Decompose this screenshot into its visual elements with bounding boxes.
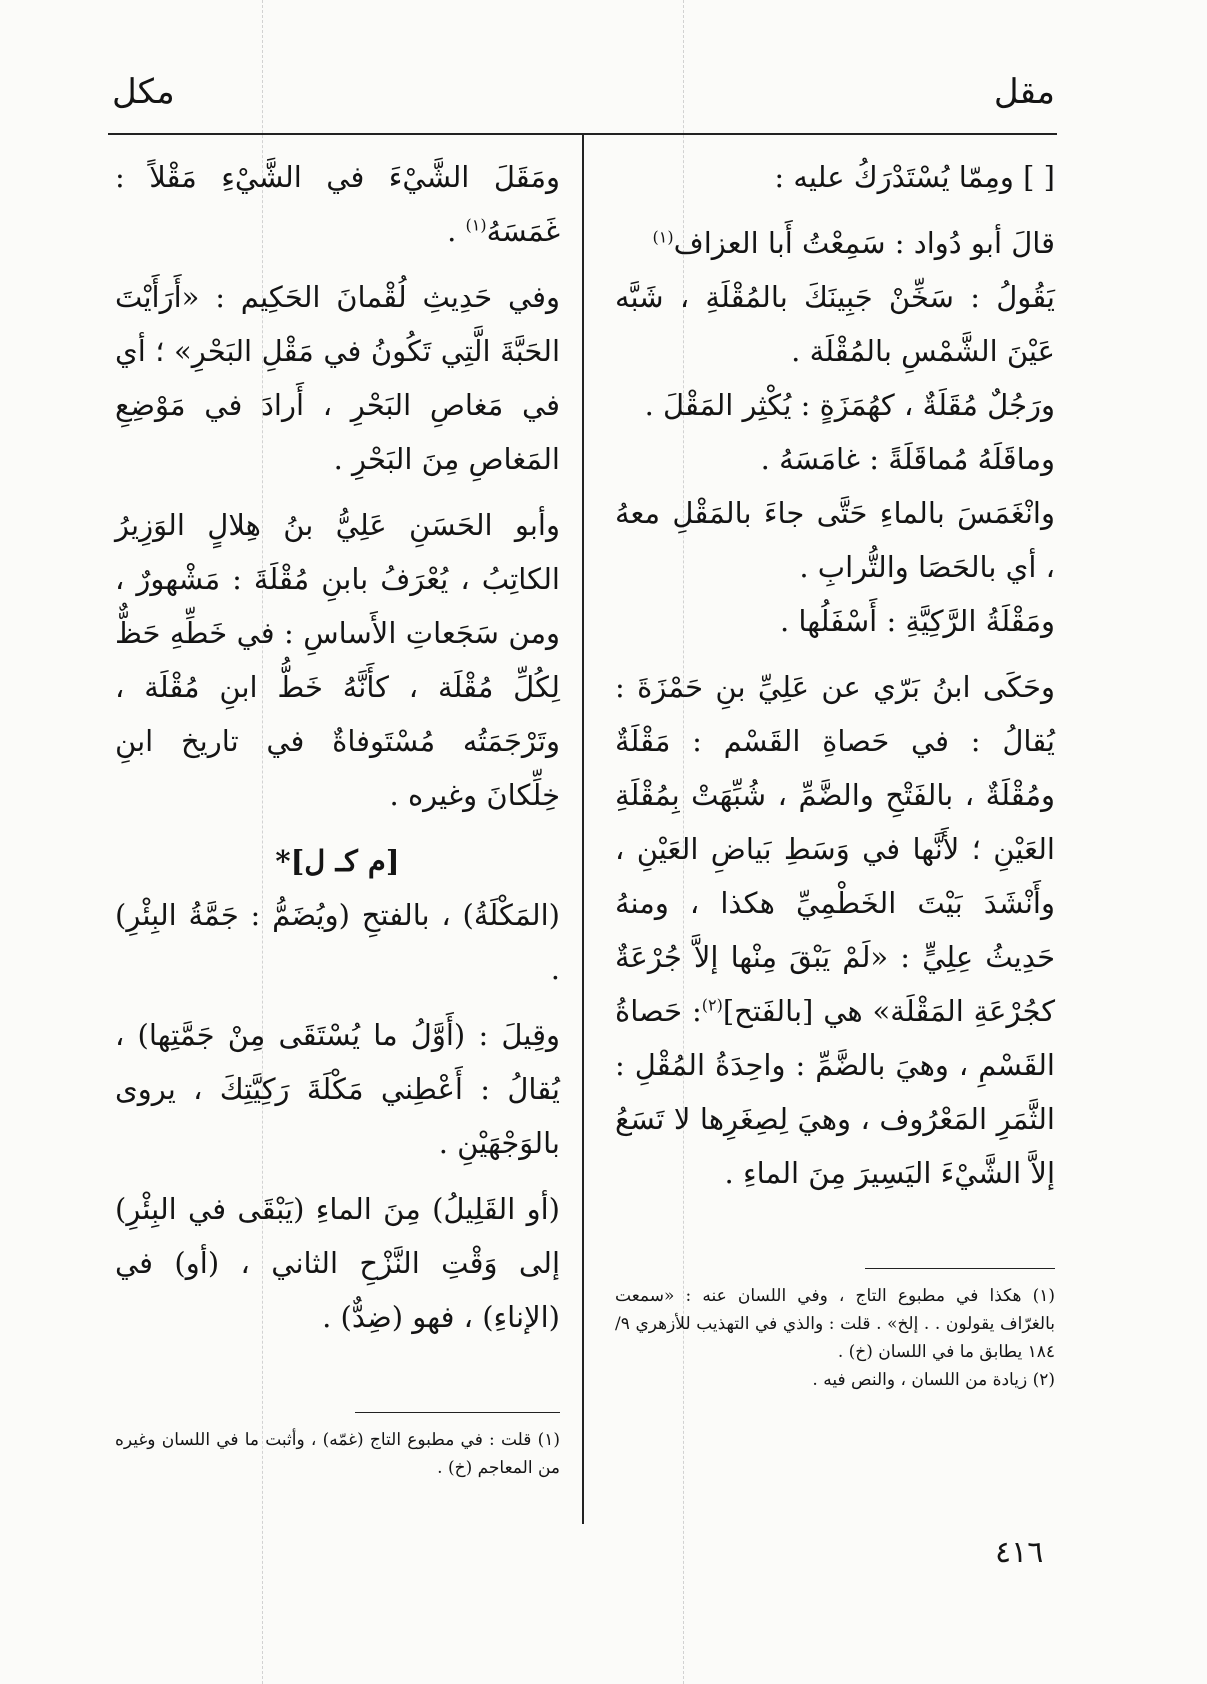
footnote-rule	[355, 1412, 560, 1413]
entry-heading: [م كـ ل]*	[275, 844, 400, 878]
paragraph: وقِيلَ : (أَوَّلُ ما يُسْتَقَى مِنْ جَمَّتِها) ، يُقالُ : أَعْطِني مَكْلَةَ رَكِيَّتِكَ ، يروى بالوَجْهَيْنِ .	[115, 1018, 560, 1160]
paragraph: يَقُولُ : سَخِّنْ جَبِينَكَ بالمُقْلَةِ ، شَبَّه عَيْنَ الشَّمْسِ بالمُقْلَة .	[615, 280, 1055, 368]
paragraph	[615, 216, 1055, 270]
footnotes-left	[115, 1426, 560, 1482]
paragraph: (المَكْلَةُ) ، بالفتحِ (ويُضَمُّ : جَمَّةُ البِئْرِ) .	[115, 898, 560, 986]
paragraph: ومَقْلَةُ الرَّكِيَّةِ : أَسْفَلُها .	[779, 604, 1055, 638]
page-number: ٤١٦	[995, 1535, 1044, 1570]
footnote: (١) هكذا في مطبوع التاج ، وفي اللسان عنه : «سمعت بالغرّاف يقولون . . إلخ» . قلت : والذي في التهذيب للأزهري ٩/ ١٨٤ يطابق ما في اللسان (خ) .	[615, 1286, 1055, 1362]
paragraph-text: قالَ أبو دُواد : سَمِعْتُ أَبا العزاف	[673, 226, 1055, 260]
footnotes-right	[615, 1282, 1055, 1394]
paragraph-text: وحَكَى ابنُ بَرّي عن عَلِيِّ بنِ حَمْزَةَ : يُقالُ : في حَصاةِ القَسْم : مَقْلَةٌ ومُقْلَةٌ ، بالفَتْحِ والضَّمِّ ، شُبِّهَتْ بِمُقْلَةِ العَيْنِ ؛ لأَنَّها في وَسَطِ بَياضِ العَيْنِ ، وأَنْشَدَ بَيْتَ الخَطْمِيِّ هكذا ، ومنهُ حَدِيثُ عِلِيٍّ : «لَمْ يَبْقَ مِنْها إلاَّ جُرْعَةٌ كجُرْعَةِ المَقْلَة» هي [بالفَتح]	[615, 670, 1056, 1028]
paragraph: وماقَلَهُ مُماقَلَةً : غامَسَهُ .	[760, 442, 1055, 476]
paragraph: ورَجُلٌ مُقَلَةٌ ، كهُمَزَةٍ : يُكْثِر المَقْلَ .	[644, 388, 1055, 422]
paragraph: وانْغَمَسَ بالماءِ حَتَّى جاءَ بالمَقْلِ معهُ ، أي بالحَصَا والتُّرابِ .	[615, 496, 1055, 584]
paragraph	[615, 660, 1055, 1200]
paragraph: وفي حَدِيثِ لُقْمانَ الحَكِيم : «أَرَأَيْتَ الحَبَّةَ الَّتِي تَكُونُ في مَقْلِ البَحْرِ» ؛ أي في مَغاصِ البَحْرِ ، أَرادَ في مَوْضِعِ المَغاصِ مِنَ البَحْرِ .	[115, 280, 560, 476]
note-mark: (١)	[465, 215, 487, 235]
right-column	[615, 150, 1055, 1200]
paragraph-text: ومَقَلَ الشَّيْءَ في الشَّيْءِ مَقْلاً : غَمَسَهُ	[115, 160, 560, 248]
header-right-word: مقل	[993, 72, 1055, 112]
left-column	[115, 150, 560, 1344]
paragraph: [ ] ومِمّا يُسْتَدْرَكُ عليه :	[774, 160, 1055, 194]
column-divider	[582, 134, 584, 1524]
note-mark: (٢)	[701, 995, 723, 1015]
paragraph: وأبو الحَسَنِ عَلِيُّ بنُ هِلالٍ الوَزِيرُ الكاتِبُ ، يُعْرَفُ بابنِ مُقْلَةَ : مَشْهورٌ ، ومن سَجَعاتِ الأَساسِ : في خَطِّهِ حَظٌّ لِكُلِّ مُقْلَة ، كأَنَّهُ خَطُّ ابنِ مُقْلَة ، وتَرْجَمَتُه مُسْتَوفاةٌ في تاريخ ابنِ خِلِّكانَ وغيره .	[115, 508, 560, 812]
paragraph: (أو القَلِيلُ) مِنَ الماءِ (يَبْقَى في البِئْرِ) إلى وَقْتِ النَّزْحِ الثاني ، (أو) في (الإناءِ) ، فهو (ضِدٌّ) .	[115, 1192, 560, 1334]
header-left-word: مكل	[112, 72, 175, 112]
footnote-rule	[865, 1268, 1055, 1269]
paragraph-text: : حَصاةُ القَسْمِ ، وهيَ بالضَّمِّ : واحِدَةُ المُقْلِ : الثَّمَرِ المَعْرُوف ، وهيَ لِصِغَرِها لا تَسَعُ إلاَّ الشَّيْءَ اليَسِيرَ مِنَ الماءِ .	[615, 994, 1055, 1190]
footnote: (٢) زيادة من اللسان ، والنص فيه .	[812, 1370, 1055, 1390]
footnote: (١) قلت : في مطبوع التاج (غمّه) ، وأثبت ما في اللسان وغيره من المعاجم (خ) .	[115, 1430, 560, 1478]
paragraph: ومَقَلَ الشَّيْءَ في الشَّيْءِ مَقْلاً : غَمَسَهُ$^{(١)}$ .	[115, 160, 560, 248]
note-mark: (١)	[652, 227, 674, 247]
